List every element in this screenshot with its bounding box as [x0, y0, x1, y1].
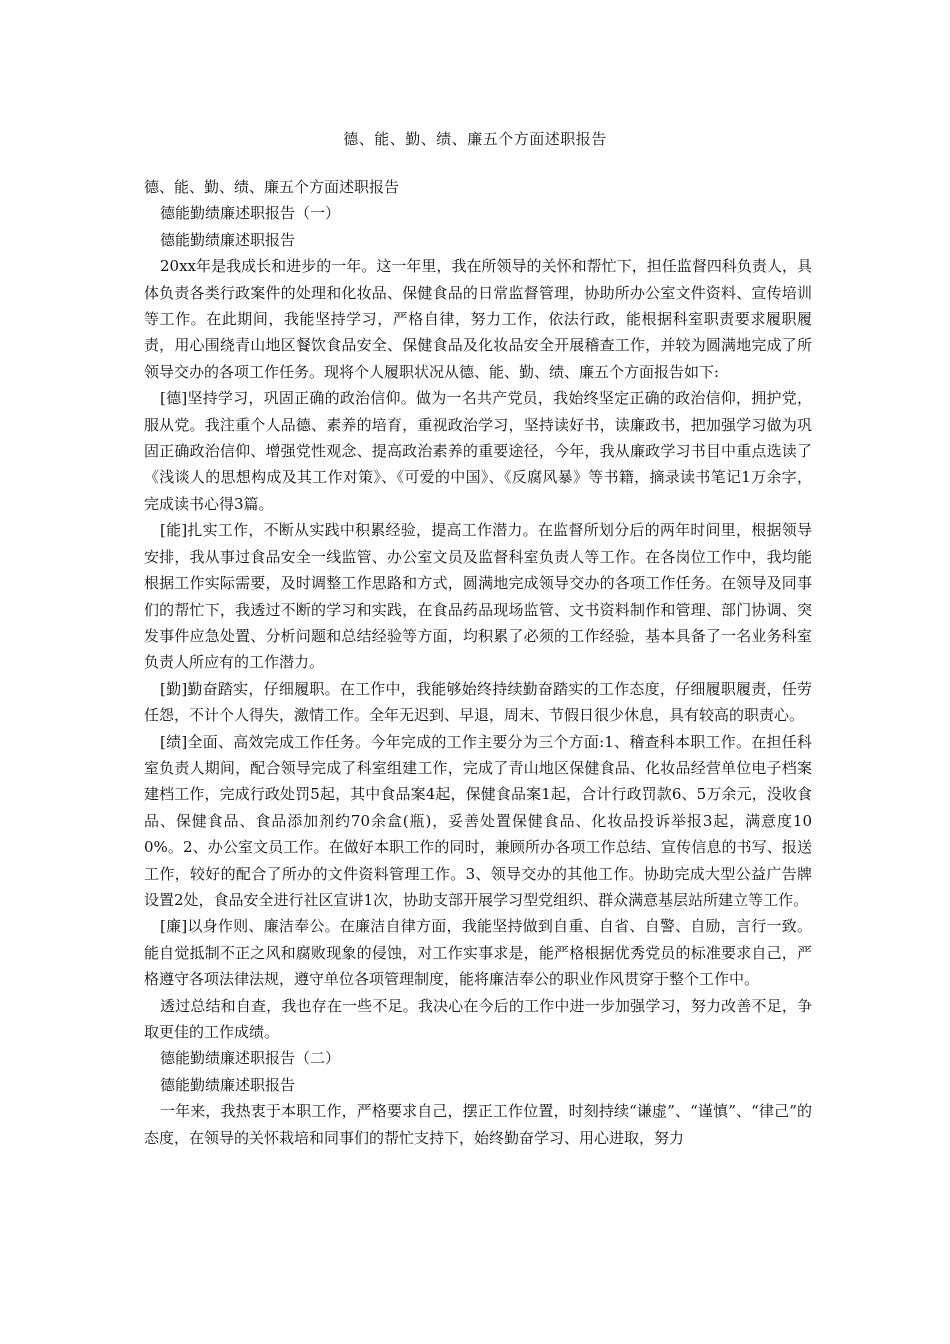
- paragraph-qin: [勤]勤奋踏实，仔细履职。在工作中，我能够始终持续勤奋踏实的工作态度，仔细履职履责，任劳任怨，不计个人得失，激情工作。全年无迟到、早退，周末、节假日很少休息，具有较高的职责心。: [144, 679, 812, 725]
- document-title: 德、能、勤、绩、廉五个方面述职报告: [343, 130, 607, 148]
- paragraph-intro: 20xx年是我成长和进步的一年。这一年里，我在所领导的关怀和帮忙下，担任监督四科负责人，具体负责各类行政案件的处理和化妆品、保健食品的日常监督管理，协助所办公室文件资料、宣传培训等工作。在此期间，我能坚持学习，严格自律，努力工作，依法行政，能根据科室职责要求履职履责，用心围绕青山地区餐饮食品安全、保健食品及化妆品安全开展稽查工作，并较为圆满地完成了所领导交办的各项工作任务。现将个人履职状况从德、能、勤、绩、廉五个方面报告如下:: [144, 257, 812, 381]
- paragraph-ji: [绩]全面、高效完成工作任务。今年完成的工作主要分为三个方面:1、稽查科本职工作。在担任科室负责人期间，配合领导完成了科室组建工作，完成了青山地区保健食品、化妆品经营单位电子档案建档工作，完成行政处罚5起，其中食品案4起，保健食品案1起，合计行政罚款6、5万余元，没收食品、保健食品、食品添加剂约70余盒(瓶)，妥善处置保健食品、化妆品投诉举报3起，满意度100%。2、办公室文员工作。在做好本职工作的同时，兼顾所办各项工作总结、宣传信息的书写、报送工作，较好的配合了所办的文件资料管理工作。3、领导交办的其他工作。协助完成大型公益广告牌设置2处，食品安全进行社区宣讲1次，协助支部开展学习型党组织、群众满意基层站所建立等工作。: [144, 732, 812, 909]
- paragraph-section-title-1: 德能勤绩廉述职报告（一）: [160, 204, 341, 223]
- paragraph-summary: 透过总结和自查，我也存在一些不足。我决心在今后的工作中进一步加强学习，努力改善不足，争取更佳的工作成绩。: [144, 996, 812, 1041]
- paragraph-de: [德]坚持学习，巩固正确的政治信仰。做为一名共产党员，我始终坚定正确的政治信仰，拥护党，服从党。我注重个人品德、素养的培育，重视政治学习，坚持读好书，读廉政书，把加强学习做为巩固正确政治信仰、增强党性观念、提高政治素养的重要途径，今年，我从廉政学习书目中重点选读了《浅谈人的思想构成及其工作对策》、《可爱的中国》、《反腐风暴》等书籍，摘录读书笔记1万余字，完成读书心得3篇。: [144, 389, 812, 513]
- paragraph-section-title-2: 德能勤绩廉述职报告（二）: [160, 1049, 341, 1068]
- paragraph-neng: [能]扎实工作，不断从实践中积累经验，提高工作潜力。在监督所划分后的两年时间里，根据领导安排，我从事过食品安全一线监管、办公室文员及监督科室负责人等工作。在各岗位工作中，我均能根据工作实际需要，及时调整工作思路和方式，圆满地完成领导交办的各项工作任务。在领导及同事们的帮忙下，我透过不断的学习和实践，在食品药品现场监管、文书资料制作和管理、部门协调、突发事件应急处置、分析问题和总结经验等方面，均积累了必须的工作经验，基本具备了一名业务科室负责人所应有的工作潜力。: [144, 521, 812, 672]
- document-body: [144, 174, 812, 1151]
- paragraph-lian: [廉]以身作则、廉洁奉公。在廉洁自律方面，我能坚持做到自重、自省、自警、自励，言行一致。能自觉抵制不正之风和腐败现象的侵蚀，对工作实事求是，能严格根据优秀党员的标准要求自己，严格遵守各项法律法规，遵守单位各项管理制度，能将廉洁奉公的职业作风贯穿于整个工作中。: [144, 917, 812, 989]
- paragraph-heading: 德、能、勤、绩、廉五个方面述职报告: [144, 178, 400, 196]
- paragraph-subtitle-1: 德能勤绩廉述职报告: [160, 230, 296, 249]
- paragraph-subtitle-2: 德能勤绩廉述职报告: [160, 1075, 296, 1094]
- paragraph-report2-intro: 一年来，我热衷于本职工作，严格要求自己，摆正工作位置，时刻持续“谦虚”、“谨慎”、“律己”的态度，在领导的关怀栽培和同事们的帮忙支持下，始终勤奋学习、用心进取，努力: [144, 1102, 812, 1147]
